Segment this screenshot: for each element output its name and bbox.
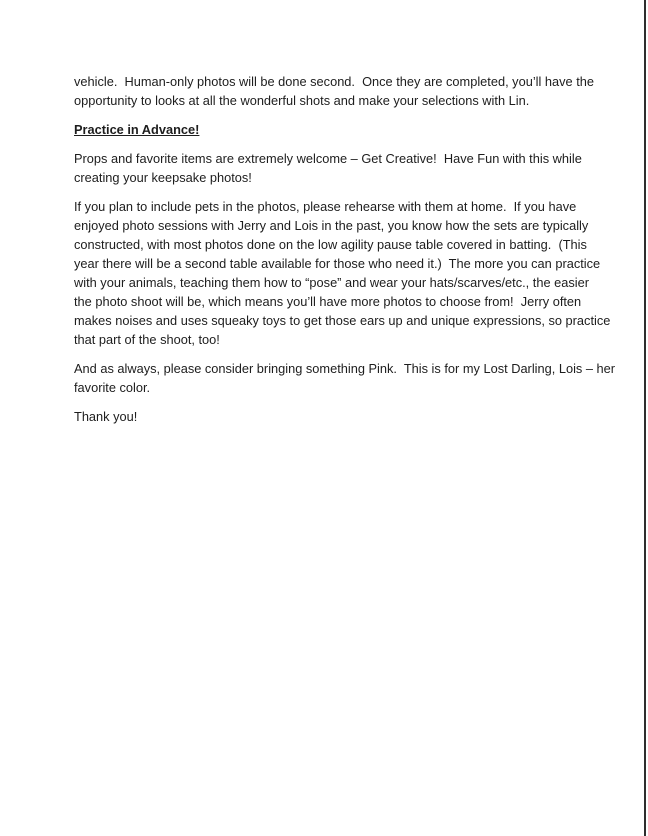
text-line: creating your keepsake photos! — [74, 170, 252, 185]
section-heading-practice-in-advance — [74, 120, 634, 139]
text-line: makes noises and uses squeaky toys to get those ears up and unique expressions, so practice — [74, 313, 611, 328]
text-line: with your animals, teaching them how to “pose” and wear your hats/scarves/etc., the easier — [74, 275, 589, 290]
text-line: the photo shoot will be, which means you’ll have more photos to choose from! Jerry often — [74, 294, 582, 309]
page-right-edge-line — [644, 0, 646, 836]
text-line: favorite color. — [74, 380, 151, 395]
paragraph-intro-continuation — [74, 72, 634, 110]
paragraph-thank-you — [74, 407, 634, 426]
text-line: year there will be a second table available for those who need it.) The more you can practice — [74, 256, 601, 271]
text-line: And as always, please consider bringing something Pink. This is for my Lost Darling, Lois – her — [74, 361, 616, 376]
text-line: that part of the shoot, too! — [74, 332, 220, 347]
text-line: constructed, with most photos done on the low agility pause table covered in batting. (This — [74, 237, 587, 252]
text-line: If you plan to include pets in the photos, please rehearse with them at home. If you have — [74, 199, 577, 214]
paragraph-props — [74, 149, 634, 187]
text-line: Thank you! — [74, 409, 138, 424]
heading-text: Practice in Advance! — [74, 122, 200, 137]
text-line: Props and favorite items are extremely welcome – Get Creative! Have Fun with this while — [74, 151, 582, 166]
document-content — [74, 72, 634, 436]
paragraph-pink — [74, 359, 634, 397]
paragraph-pets-rehearsal — [74, 197, 634, 349]
text-line: enjoyed photo sessions with Jerry and Lois in the past, you know how the sets are typically — [74, 218, 589, 233]
text-line: vehicle. Human-only photos will be done second. Once they are completed, you’ll have the — [74, 74, 594, 89]
text-line: opportunity to looks at all the wonderful shots and make your selections with Lin. — [74, 93, 530, 108]
